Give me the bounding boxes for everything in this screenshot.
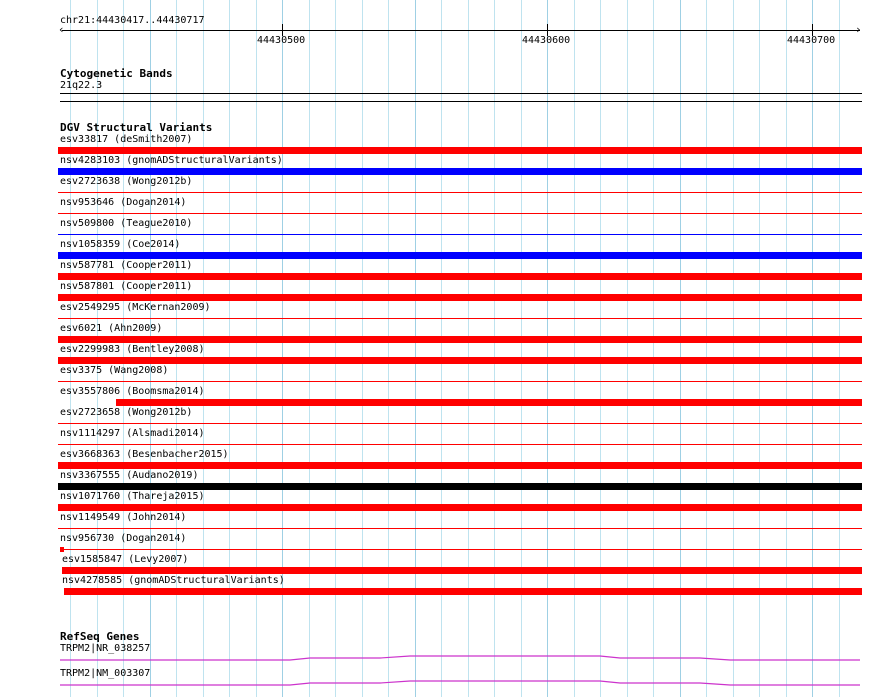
dgv-feature-glyph[interactable] bbox=[58, 234, 862, 235]
dgv-feature-glyph[interactable] bbox=[58, 504, 862, 511]
dgv-feature-label[interactable]: nsv1071760 (Thareja2015) bbox=[60, 491, 205, 502]
dgv-feature-glyph[interactable] bbox=[60, 547, 64, 552]
ruler-line bbox=[62, 30, 860, 31]
dgv-track-title: DGV Structural Variants bbox=[60, 121, 213, 134]
dgv-feature-label[interactable]: esv2723638 (Wong2012b) bbox=[60, 176, 193, 187]
dgv-feature-label[interactable]: nsv4283103 (gnomADStructuralVariants) bbox=[60, 155, 283, 166]
dgv-feature-glyph[interactable] bbox=[64, 588, 862, 595]
dgv-feature-label[interactable]: nsv956730 (Dogan2014) bbox=[60, 533, 187, 544]
dgv-feature-glyph[interactable] bbox=[58, 147, 862, 154]
transcript-line bbox=[60, 681, 860, 685]
dgv-feature-label[interactable]: nsv587801 (Cooper2011) bbox=[60, 281, 193, 292]
dgv-feature-label[interactable]: esv6021 (Ahn2009) bbox=[60, 323, 163, 334]
ruler-tick-label: 44430600 bbox=[522, 35, 571, 46]
dgv-feature-glyph[interactable] bbox=[58, 381, 862, 382]
dgv-feature-glyph[interactable] bbox=[58, 294, 862, 301]
dgv-feature-label[interactable]: esv2549295 (McKernan2009) bbox=[60, 302, 211, 313]
dgv-feature-glyph[interactable] bbox=[116, 399, 862, 406]
dgv-feature-label[interactable]: esv3375 (Wang2008) bbox=[60, 365, 169, 376]
dgv-feature-glyph[interactable] bbox=[58, 423, 862, 424]
cytoband-track-title: Cytogenetic Bands bbox=[60, 67, 173, 80]
cytoband-bar-top bbox=[60, 93, 862, 94]
refseq-transcript-label[interactable]: TRPM2|NR_038257 bbox=[60, 643, 151, 654]
ruler-tick-label: 44430500 bbox=[257, 35, 306, 46]
ruler-right-arrow-icon: › bbox=[855, 23, 862, 36]
dgv-feature-label[interactable]: nsv953646 (Dogan2014) bbox=[60, 197, 187, 208]
dgv-feature-glyph[interactable] bbox=[62, 567, 862, 574]
dgv-feature-label[interactable]: nsv1149549 (John2014) bbox=[60, 512, 187, 523]
refseq-transcript-label[interactable]: TRPM2|NM_003307 bbox=[60, 668, 151, 679]
dgv-feature-label[interactable]: nsv509800 (Teague2010) bbox=[60, 218, 193, 229]
dgv-feature-glyph[interactable] bbox=[58, 252, 862, 259]
cytoband-bar-bottom bbox=[60, 101, 862, 102]
dgv-feature-glyph[interactable] bbox=[58, 318, 862, 319]
dgv-feature-glyph[interactable] bbox=[58, 336, 862, 343]
ruler-tick-label: 44430700 bbox=[787, 35, 836, 46]
dgv-feature-glyph[interactable] bbox=[58, 192, 862, 193]
ruler-left-arrow-icon: ‹ bbox=[58, 23, 65, 36]
dgv-feature-glyph[interactable] bbox=[58, 528, 862, 529]
dgv-feature-label[interactable]: esv2299983 (Bentley2008) bbox=[60, 344, 205, 355]
dgv-feature-label[interactable]: esv1585847 (Levy2007) bbox=[62, 554, 189, 565]
dgv-feature-label[interactable]: nsv1058359 (Coe2014) bbox=[60, 239, 181, 250]
dgv-feature-label[interactable]: nsv4278585 (gnomADStructuralVariants) bbox=[62, 575, 285, 586]
dgv-feature-label[interactable]: esv3557806 (Boomsma2014) bbox=[60, 386, 205, 397]
dgv-feature-label[interactable]: esv3668363 (Besenbacher2015) bbox=[60, 449, 229, 460]
cytoband-label[interactable]: 21q22.3 bbox=[60, 80, 103, 91]
dgv-feature-glyph[interactable] bbox=[58, 273, 862, 280]
dgv-feature-glyph[interactable] bbox=[58, 168, 862, 175]
dgv-feature-label[interactable]: esv2723658 (Wong2012b) bbox=[60, 407, 193, 418]
dgv-feature-glyph[interactable] bbox=[58, 444, 862, 445]
dgv-feature-label[interactable]: nsv3367555 (Audano2019) bbox=[60, 470, 199, 481]
dgv-feature-glyph[interactable] bbox=[58, 213, 862, 214]
refseq-track-title: RefSeq Genes bbox=[60, 630, 140, 643]
transcript-line bbox=[60, 656, 860, 660]
dgv-feature-label[interactable]: nsv587781 (Cooper2011) bbox=[60, 260, 193, 271]
dgv-feature-glyph[interactable] bbox=[60, 549, 862, 550]
dgv-feature-label[interactable]: esv33817 (deSmith2007) bbox=[60, 134, 193, 145]
dgv-feature-glyph[interactable] bbox=[58, 483, 862, 490]
location-label: chr21:44430417..44430717 bbox=[60, 15, 205, 26]
refseq-transcript-glyphs[interactable] bbox=[0, 650, 890, 690]
dgv-feature-glyph[interactable] bbox=[58, 462, 862, 469]
dgv-feature-glyph[interactable] bbox=[58, 357, 862, 364]
dgv-feature-label[interactable]: nsv1114297 (Alsmadi2014) bbox=[60, 428, 205, 439]
